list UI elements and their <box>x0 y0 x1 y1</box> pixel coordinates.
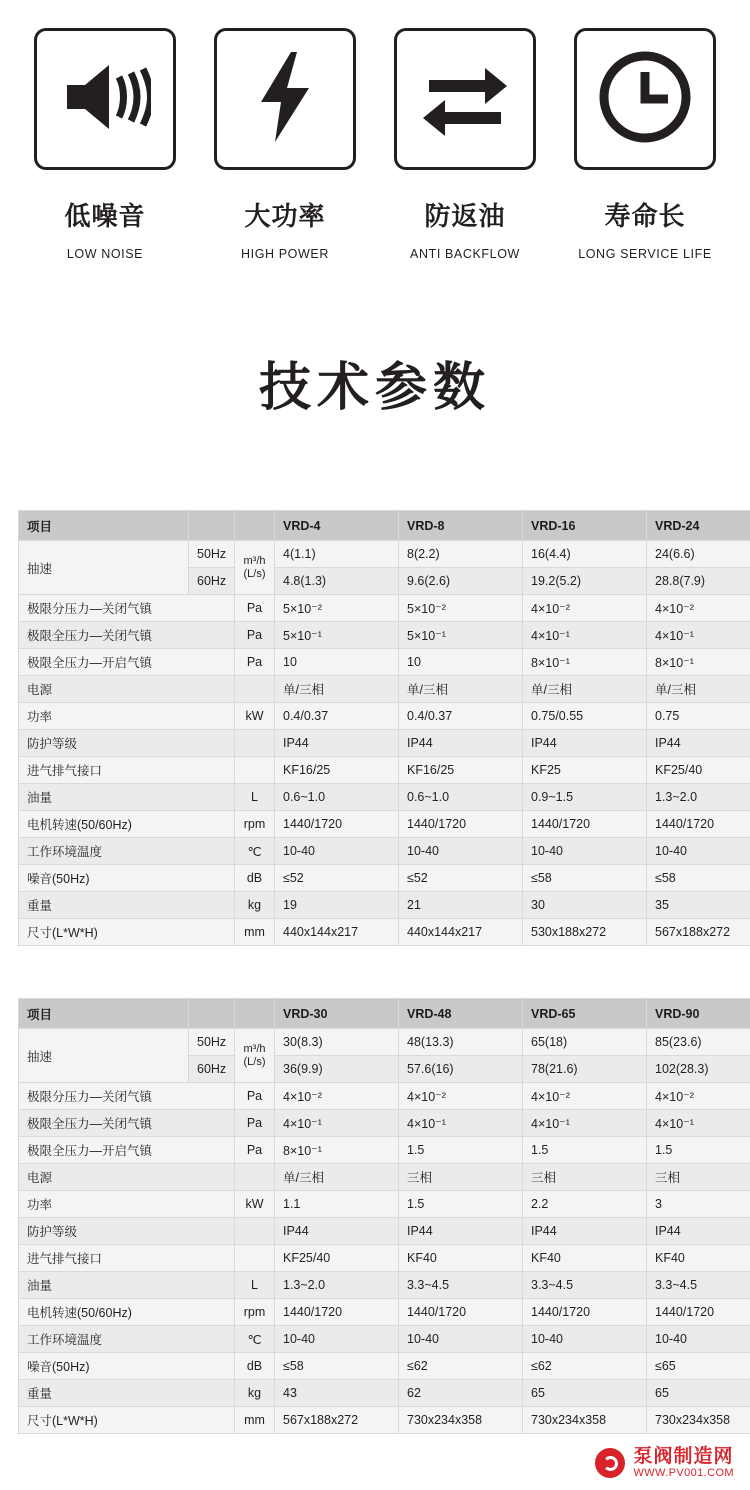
table-cell: 730x234x358 <box>523 1407 647 1434</box>
table-body <box>19 541 750 946</box>
table1-pump-speed-unit <box>235 541 275 595</box>
table-row-unit: Pa <box>235 1083 275 1110</box>
table-row-unit <box>235 1245 275 1272</box>
table-cell: ≤52 <box>399 865 523 892</box>
table-cell: 1.3~2.0 <box>275 1272 399 1299</box>
table-cell: 三相 <box>647 1164 750 1191</box>
table-cell: 10-40 <box>275 838 399 865</box>
table-cell: 5×10⁻² <box>399 595 523 622</box>
table-cell: 单/三相 <box>275 676 399 703</box>
table-row-unit <box>235 757 275 784</box>
table-row <box>19 730 750 757</box>
table-cell: 65 <box>523 1380 647 1407</box>
table-cell: 1440/1720 <box>647 1299 750 1326</box>
table-row-label: 进气排气接口 <box>19 757 235 784</box>
table-cell: 5×10⁻² <box>275 595 399 622</box>
table-cell: IP44 <box>399 1218 523 1245</box>
table-row-label: 极限全压力—关闭气镇 <box>19 1110 235 1137</box>
table-row-unit: mm <box>235 1407 275 1434</box>
table2-header-vrd65: VRD-65 <box>523 999 647 1029</box>
table-row-unit: ℃ <box>235 1326 275 1353</box>
table-row-unit <box>235 1164 275 1191</box>
feature-title: 低噪音 <box>30 196 180 233</box>
feature-subtitle: HIGH POWER <box>210 247 360 261</box>
table2-pump-speed-50hz: 50Hz <box>189 1029 235 1056</box>
table-cell: IP44 <box>647 1218 750 1245</box>
table-cell: 65 <box>647 1380 750 1407</box>
table-row <box>19 784 750 811</box>
table-cell: 4×10⁻² <box>399 1083 523 1110</box>
table1-header-vrd24: VRD-24 <box>647 511 750 541</box>
table-cell: 8×10⁻¹ <box>647 649 750 676</box>
table-cell: 440x144x217 <box>399 919 523 946</box>
table-row-label: 极限分压力—关闭气镇 <box>19 595 235 622</box>
table-cell: 0.4/0.37 <box>399 703 523 730</box>
table-row <box>19 1083 750 1110</box>
table-row-unit <box>235 730 275 757</box>
table-row-label: 功率 <box>19 1191 235 1218</box>
table-row-unit: L <box>235 784 275 811</box>
table-cell: 730x234x358 <box>647 1407 750 1434</box>
table-row <box>19 811 750 838</box>
table-row <box>19 1326 750 1353</box>
table-cell: 19 <box>275 892 399 919</box>
table-row <box>19 1245 750 1272</box>
table-cell: 1440/1720 <box>399 1299 523 1326</box>
table-row-label: 噪音(50Hz) <box>19 865 235 892</box>
table-row-label: 极限全压力—开启气镇 <box>19 649 235 676</box>
table-cell: 9.6(2.6) <box>399 568 523 595</box>
table-cell: KF40 <box>399 1245 523 1272</box>
table-cell: IP44 <box>399 730 523 757</box>
table-row <box>19 622 750 649</box>
table-row <box>19 1218 750 1245</box>
table-row <box>19 1299 750 1326</box>
table-cell: 5×10⁻¹ <box>275 622 399 649</box>
table-row <box>19 649 750 676</box>
table-cell: KF16/25 <box>399 757 523 784</box>
table-cell: ≤62 <box>523 1353 647 1380</box>
table-row-unit: kg <box>235 1380 275 1407</box>
table-cell: 530x188x272 <box>523 919 647 946</box>
table-row <box>19 892 750 919</box>
table-row-label: 工作环境温度 <box>19 1326 235 1353</box>
table-cell: 8(2.2) <box>399 541 523 568</box>
table-cell: 78(21.6) <box>523 1056 647 1083</box>
table-cell: 1.1 <box>275 1191 399 1218</box>
table-cell: 35 <box>647 892 750 919</box>
table-cell: 730x234x358 <box>399 1407 523 1434</box>
table-row-label: 极限全压力—关闭气镇 <box>19 622 235 649</box>
table-row-unit: dB <box>235 865 275 892</box>
watermark-text <box>633 1447 734 1480</box>
table-cell: 36(9.9) <box>275 1056 399 1083</box>
pv001-logo-icon <box>595 1448 625 1478</box>
table-row-unit: Pa <box>235 1110 275 1137</box>
table-header <box>19 511 750 541</box>
table1-header-item: 项目 <box>19 511 189 541</box>
table2-pump-speed-label: 抽速 <box>19 1029 189 1083</box>
table-row <box>19 703 750 730</box>
table-row-unit: L <box>235 1272 275 1299</box>
table1-header-vrd16: VRD-16 <box>523 511 647 541</box>
table-row-unit: Pa <box>235 1137 275 1164</box>
table-cell: 1440/1720 <box>523 811 647 838</box>
table-cell: 10 <box>275 649 399 676</box>
table-cell: 10-40 <box>399 838 523 865</box>
table-cell: 102(28.3) <box>647 1056 750 1083</box>
unit-bottom: (L/s) <box>243 1056 266 1069</box>
table-row-label: 重量 <box>19 1380 235 1407</box>
table-row <box>19 1191 750 1218</box>
table2-header-blank-1 <box>189 999 235 1029</box>
table-cell: 10-40 <box>523 1326 647 1353</box>
feature-icon-box <box>34 28 176 170</box>
table-cell: 0.9~1.5 <box>523 784 647 811</box>
table1-header-vrd8: VRD-8 <box>399 511 523 541</box>
spec-table-1 <box>18 510 750 946</box>
table-cell: 10 <box>399 649 523 676</box>
table-cell: KF25/40 <box>275 1245 399 1272</box>
table-row <box>19 1353 750 1380</box>
table-cell: 28.8(7.9) <box>647 568 750 595</box>
table-cell: ≤58 <box>647 865 750 892</box>
table-cell: 3 <box>647 1191 750 1218</box>
table-row-label: 防护等级 <box>19 730 235 757</box>
table-cell: 1.5 <box>647 1137 750 1164</box>
table-cell: 3.3~4.5 <box>399 1272 523 1299</box>
table-cell: 4×10⁻² <box>523 1083 647 1110</box>
table-row <box>19 1029 750 1056</box>
feature-high-power <box>210 28 360 261</box>
table-row-unit <box>235 676 275 703</box>
table-cell: 65(18) <box>523 1029 647 1056</box>
feature-subtitle: ANTI BACKFLOW <box>390 247 540 261</box>
feature-list <box>0 0 750 261</box>
table-cell: 8×10⁻¹ <box>275 1137 399 1164</box>
table-header <box>19 999 750 1029</box>
table-cell: 三相 <box>399 1164 523 1191</box>
table-cell: ≤65 <box>647 1353 750 1380</box>
watermark-url: WWW.PV001.COM <box>633 1468 734 1480</box>
table-row-unit: rpm <box>235 811 275 838</box>
table-row <box>19 1137 750 1164</box>
spec-table-1-wrapper <box>0 510 750 946</box>
watermark <box>595 1447 734 1480</box>
table-cell: 1.5 <box>399 1137 523 1164</box>
table-cell: IP44 <box>275 1218 399 1245</box>
table-row-label: 功率 <box>19 703 235 730</box>
table-row-unit: kW <box>235 1191 275 1218</box>
table-row-label: 油量 <box>19 1272 235 1299</box>
table-row <box>19 865 750 892</box>
table-row-label: 进气排气接口 <box>19 1245 235 1272</box>
page-title: 技术参数 <box>0 345 750 420</box>
table-row <box>19 1110 750 1137</box>
table-cell: 30(8.3) <box>275 1029 399 1056</box>
unit-bottom: (L/s) <box>243 568 266 581</box>
table-cell: ≤62 <box>399 1353 523 1380</box>
table-cell: 单/三相 <box>647 676 750 703</box>
table-row-label: 极限全压力—开启气镇 <box>19 1137 235 1164</box>
feature-anti-backflow <box>390 28 540 261</box>
feature-icon-box <box>214 28 356 170</box>
table-cell: 0.75 <box>647 703 750 730</box>
table-cell: 1.3~2.0 <box>647 784 750 811</box>
table-cell: 单/三相 <box>399 676 523 703</box>
table-cell: 4×10⁻¹ <box>647 622 750 649</box>
table-cell: 19.2(5.2) <box>523 568 647 595</box>
table-row-label: 电机转速(50/60Hz) <box>19 1299 235 1326</box>
table-row-label: 尺寸(L*W*H) <box>19 1407 235 1434</box>
table-cell: 2.2 <box>523 1191 647 1218</box>
table1-pump-speed-50hz: 50Hz <box>189 541 235 568</box>
table-row-label: 工作环境温度 <box>19 838 235 865</box>
table-cell: 1.5 <box>399 1191 523 1218</box>
table-cell: IP44 <box>275 730 399 757</box>
table-row-label: 重量 <box>19 892 235 919</box>
table-cell: 1440/1720 <box>275 1299 399 1326</box>
table-cell: 4×10⁻² <box>647 1083 750 1110</box>
table-cell: 三相 <box>523 1164 647 1191</box>
table-cell: 21 <box>399 892 523 919</box>
table-row-label: 尺寸(L*W*H) <box>19 919 235 946</box>
table-cell: KF40 <box>647 1245 750 1272</box>
unit-top: m³/h <box>243 1043 266 1056</box>
table1-pump-speed-60hz: 60Hz <box>189 568 235 595</box>
table-row <box>19 595 750 622</box>
table-row-label: 防护等级 <box>19 1218 235 1245</box>
table-cell: 8×10⁻¹ <box>523 649 647 676</box>
table2-header-blank-2 <box>235 999 275 1029</box>
table-row <box>19 1407 750 1434</box>
table-cell: IP44 <box>523 1218 647 1245</box>
table-cell: IP44 <box>523 730 647 757</box>
table-cell: 43 <box>275 1380 399 1407</box>
table-row-unit: mm <box>235 919 275 946</box>
table1-pump-speed-label: 抽速 <box>19 541 189 595</box>
table-cell: 4×10⁻² <box>647 595 750 622</box>
table1-header-blank-2 <box>235 511 275 541</box>
feature-title: 寿命长 <box>570 196 720 233</box>
table-cell: 10-40 <box>647 1326 750 1353</box>
table-cell: 单/三相 <box>523 676 647 703</box>
table-cell: 4×10⁻¹ <box>275 1110 399 1137</box>
table1-header-blank-1 <box>189 511 235 541</box>
table-row <box>19 1272 750 1299</box>
table-cell: ≤58 <box>275 1353 399 1380</box>
feature-icon-box <box>574 28 716 170</box>
table-cell: 0.6~1.0 <box>399 784 523 811</box>
table-row-unit: dB <box>235 1353 275 1380</box>
table-cell: 3.3~4.5 <box>523 1272 647 1299</box>
table-cell: 4×10⁻¹ <box>399 1110 523 1137</box>
table-cell: 1440/1720 <box>275 811 399 838</box>
table2-header-item: 项目 <box>19 999 189 1029</box>
table-row <box>19 919 750 946</box>
table2-header-vrd48: VRD-48 <box>399 999 523 1029</box>
table-header-row <box>19 999 750 1029</box>
table-cell: 1440/1720 <box>399 811 523 838</box>
feature-low-noise <box>30 28 180 261</box>
table-cell: 57.6(16) <box>399 1056 523 1083</box>
table-row-label: 噪音(50Hz) <box>19 1353 235 1380</box>
table-cell: ≤58 <box>523 865 647 892</box>
feature-long-life <box>570 28 720 261</box>
feature-title: 大功率 <box>210 196 360 233</box>
feature-subtitle: LONG SERVICE LIFE <box>570 247 720 261</box>
two-way-arrows-icon <box>419 58 511 141</box>
logo-ring <box>603 1456 618 1471</box>
table-row <box>19 1380 750 1407</box>
table-cell: 4×10⁻¹ <box>523 622 647 649</box>
table2-pump-speed-60hz: 60Hz <box>189 1056 235 1083</box>
table-row <box>19 541 750 568</box>
table-cell: KF16/25 <box>275 757 399 784</box>
table-cell: 4×10⁻¹ <box>523 1110 647 1137</box>
table-cell: IP44 <box>647 730 750 757</box>
table-row-label: 电机转速(50/60Hz) <box>19 811 235 838</box>
table-divider-space <box>0 946 750 998</box>
table-cell: 3.3~4.5 <box>647 1272 750 1299</box>
feature-title: 防返油 <box>390 196 540 233</box>
table-row-unit: Pa <box>235 622 275 649</box>
table-row <box>19 838 750 865</box>
table-row-unit: Pa <box>235 649 275 676</box>
table-body <box>19 1029 750 1434</box>
table-cell: KF25/40 <box>647 757 750 784</box>
table-cell: 30 <box>523 892 647 919</box>
table-row-label: 极限分压力—关闭气镇 <box>19 1083 235 1110</box>
table-cell: 62 <box>399 1380 523 1407</box>
lightning-bolt-icon <box>255 50 315 149</box>
table-cell: 567x188x272 <box>647 919 750 946</box>
table-cell: 10-40 <box>275 1326 399 1353</box>
table-cell: 1440/1720 <box>647 811 750 838</box>
table-cell: 10-40 <box>399 1326 523 1353</box>
table-row-label: 电源 <box>19 676 235 703</box>
table-cell: 10-40 <box>523 838 647 865</box>
table-row-label: 油量 <box>19 784 235 811</box>
table-row-unit: ℃ <box>235 838 275 865</box>
spec-table-2 <box>18 998 750 1434</box>
unit-top: m³/h <box>243 555 266 568</box>
table-cell: 4×10⁻² <box>523 595 647 622</box>
table-row-unit: Pa <box>235 595 275 622</box>
table-row <box>19 1164 750 1191</box>
feature-icon-box <box>394 28 536 170</box>
table-cell: 单/三相 <box>275 1164 399 1191</box>
table-cell: 1440/1720 <box>523 1299 647 1326</box>
table-cell: 4×10⁻¹ <box>647 1110 750 1137</box>
speaker-low-noise-icon <box>59 59 151 140</box>
table2-pump-speed-unit <box>235 1029 275 1083</box>
clock-icon <box>598 50 692 149</box>
table-cell: 48(13.3) <box>399 1029 523 1056</box>
table-cell: 4(1.1) <box>275 541 399 568</box>
table-cell: KF25 <box>523 757 647 784</box>
table-cell: 567x188x272 <box>275 1407 399 1434</box>
table-header-row <box>19 511 750 541</box>
table2-header-vrd30: VRD-30 <box>275 999 399 1029</box>
table-cell: 0.4/0.37 <box>275 703 399 730</box>
table-cell: 85(23.6) <box>647 1029 750 1056</box>
table-cell: 24(6.6) <box>647 541 750 568</box>
table2-header-vrd90: VRD-90 <box>647 999 750 1029</box>
table-cell: 1.5 <box>523 1137 647 1164</box>
table-row-label: 电源 <box>19 1164 235 1191</box>
table-row <box>19 676 750 703</box>
table-cell: 0.75/0.55 <box>523 703 647 730</box>
table-cell: 10-40 <box>647 838 750 865</box>
table1-header-vrd4: VRD-4 <box>275 511 399 541</box>
table-cell: 4×10⁻² <box>275 1083 399 1110</box>
table-row-unit <box>235 1218 275 1245</box>
table-cell: 4.8(1.3) <box>275 568 399 595</box>
table-cell: 440x144x217 <box>275 919 399 946</box>
spec-table-2-wrapper <box>0 998 750 1434</box>
table-row-unit: rpm <box>235 1299 275 1326</box>
table-row-unit: kg <box>235 892 275 919</box>
table-cell: ≤52 <box>275 865 399 892</box>
table-cell: 16(4.4) <box>523 541 647 568</box>
watermark-name: 泵阀制造网 <box>633 1447 734 1467</box>
table-row-unit: kW <box>235 703 275 730</box>
feature-subtitle: LOW NOISE <box>30 247 180 261</box>
table-row <box>19 757 750 784</box>
table-cell: 0.6~1.0 <box>275 784 399 811</box>
table-cell: KF40 <box>523 1245 647 1272</box>
table-cell: 5×10⁻¹ <box>399 622 523 649</box>
